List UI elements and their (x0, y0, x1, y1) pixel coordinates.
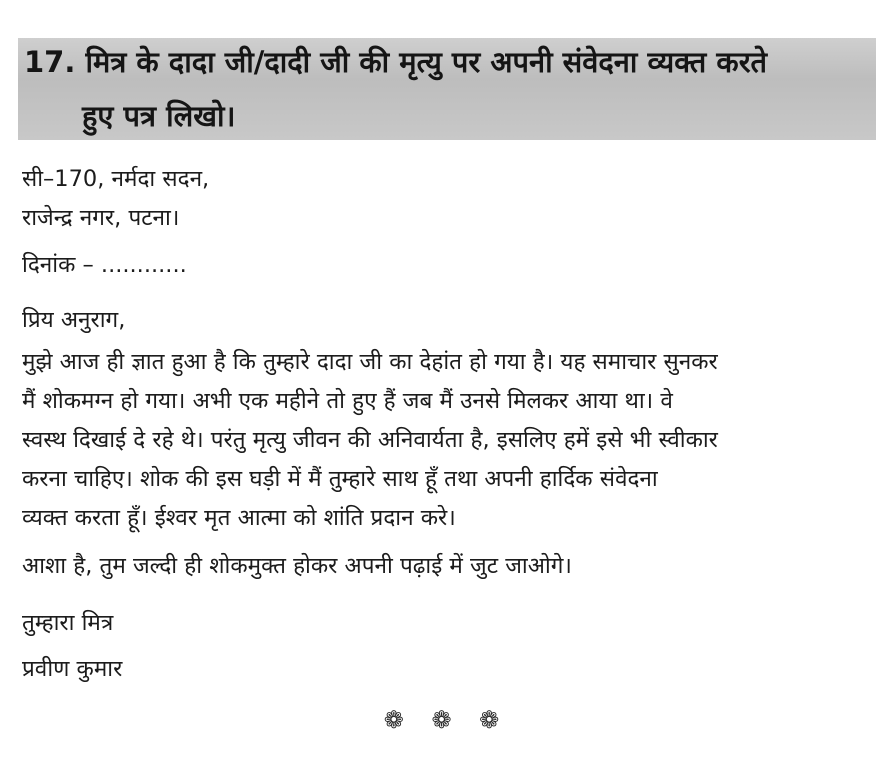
address-line-2: राजेन्द्र नगर, पटना। (22, 205, 180, 231)
question-title-line-2: हुए पत्र लिखो। (82, 99, 236, 133)
address-line-1: सी–170, नर्मदा सदन, (22, 166, 210, 192)
salutation: प्रिय अनुराग, (22, 307, 126, 333)
closing-line: तुम्हारा मित्र (22, 610, 114, 636)
body-line: मुझे आज ही ज्ञात हुआ है कि तुम्हारे दादा जी का देहांत हो गया है। यह समाचार सुनकर (22, 349, 718, 375)
body-line: मैं शोकमग्न हो गया। अभी एक महीने तो हुए हैं जब मैं उनसे मिलकर आया था। वे (22, 388, 673, 414)
date-line: दिनांक – ............ (22, 252, 187, 278)
body-line: आशा है, तुम जल्दी ही शोकमुक्त होकर अपनी पढ़ाई में जुट जाओगे। (22, 553, 572, 579)
signature: प्रवीण कुमार (22, 656, 123, 682)
body-line: स्वस्थ दिखाई दे रहे थे। परंतु मृत्यु जीवन की अनिवार्यता है, इसलिए हमें इसे भी स्वीकार (22, 427, 718, 453)
body-line: व्यक्त करता हूँ। ईश्वर मृत आत्मा को शांति प्रदान करे। (22, 505, 456, 531)
question-title-line-1: 17. मित्र के दादा जी/दादी जी की मृत्यु पर अपनी संवेदना व्यक्त करते (24, 45, 768, 79)
body-line: करना चाहिए। शोक की इस घड़ी में मैं तुम्हारे साथ हूँ तथा अपनी हार्दिक संवेदना (22, 466, 658, 492)
flower-ornament-icon: ❁ ❁ ❁ (383, 706, 510, 734)
